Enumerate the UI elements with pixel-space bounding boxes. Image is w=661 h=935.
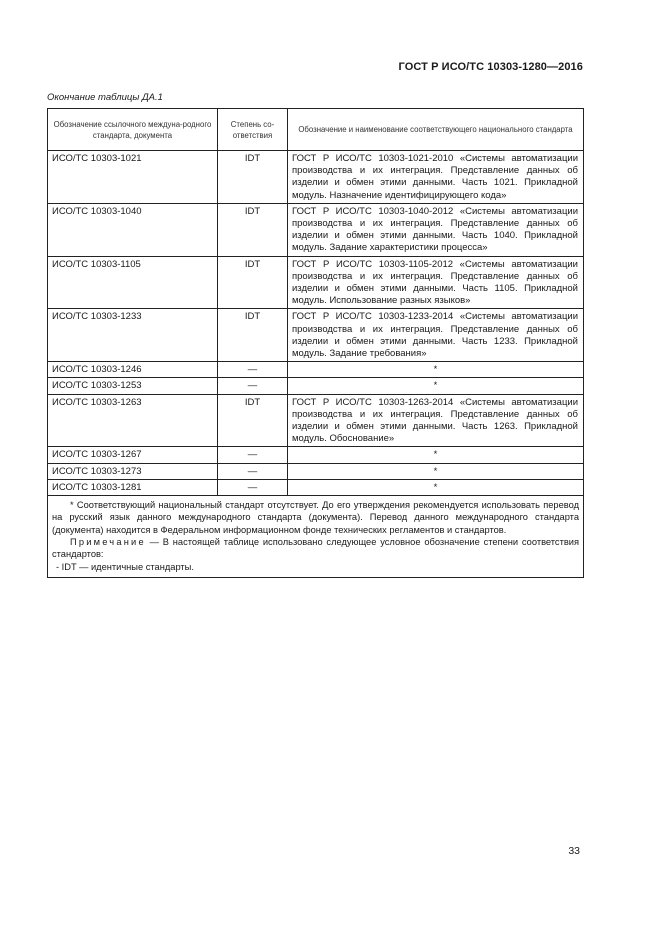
footnote-text: * Соответствующий национальный стандарт отсутствует. До его утверждения рекомендуется использовать перевод на русский язык данного международного стандарта (документа). Перевод данного международного стандарта (документа) находится в Федеральном информационном фонде технических регламентов и стандартов. — [52, 500, 579, 535]
degree-cell: — — [218, 447, 288, 463]
table-row — [48, 362, 584, 378]
reference-cell: ИСО/ТС 10303-1253 — [48, 378, 218, 394]
table-row — [48, 479, 584, 495]
table-footer-row — [48, 496, 584, 578]
degree-cell: IDT — [218, 309, 288, 362]
reference-cell: ИСО/ТС 10303-1273 — [48, 463, 218, 479]
national-standard-cell: * — [288, 447, 584, 463]
reference-cell: ИСО/ТС 10303-1281 — [48, 479, 218, 495]
header-reference-standard: Обозначение ссылочного междуна-родного стандарта, документа — [48, 109, 218, 151]
header-degree-of-conformity: Степень со-ответствия — [218, 109, 288, 151]
degree-cell: IDT — [218, 394, 288, 447]
table-row — [48, 463, 584, 479]
degree-cell: IDT — [218, 256, 288, 309]
reference-cell: ИСО/ТС 10303-1233 — [48, 309, 218, 362]
national-standard-cell: ГОСТ Р ИСО/ТС 10303-1040-2012 «Системы автоматизации производства и их интеграция. Представление данных об изделии и обмен этими данными. Часть 1040. Прикладной модуль. Задание характеристики процесса» — [288, 203, 584, 256]
national-standard-cell: * — [288, 463, 584, 479]
national-standard-cell: ГОСТ Р ИСО/ТС 10303-1021-2010 «Системы автоматизации производства и их интеграция. Представление данных об изделии и обмен этими данными. Часть 1021. Прикладной модуль. Назначение идентифицирующего кода» — [288, 151, 584, 204]
note-text: — В настоящей таблице использовано следующее условное обозначение степени соответствия стандартов: — [52, 536, 579, 560]
document-code-header: ГОСТ Р ИСО/ТС 10303-1280—2016 — [398, 61, 583, 73]
table-footer — [48, 496, 584, 578]
national-standard-cell: ГОСТ Р ИСО/ТС 10303-1105-2012 «Системы автоматизации производства и их интеграция. Представление данных об изделии и обмен этими данными. Часть 1105. Прикладной модуль. Использование разных языков» — [288, 256, 584, 309]
table-caption: Окончание таблицы ДА.1 — [47, 92, 163, 103]
degree-cell: — — [218, 378, 288, 394]
national-standard-cell: * — [288, 479, 584, 495]
page-number: 33 — [568, 845, 580, 857]
correspondence-table — [47, 108, 584, 578]
degree-cell: — — [218, 362, 288, 378]
national-standard-cell: * — [288, 378, 584, 394]
legend-text: - IDT — идентичные стандарты. — [56, 561, 194, 572]
table-row — [48, 151, 584, 204]
reference-cell: ИСО/ТС 10303-1040 — [48, 203, 218, 256]
header-national-standard: Обозначение и наименование соответствующего национального стандарта — [288, 109, 584, 151]
national-standard-cell: ГОСТ Р ИСО/ТС 10303-1233-2014 «Системы автоматизации производства и их интеграция. Представление данных об изделии и обмен этими данными. Часть 1233. Прикладной модуль. Задание требования» — [288, 309, 584, 362]
degree-cell: — — [218, 479, 288, 495]
degree-cell: — — [218, 463, 288, 479]
degree-cell: IDT — [218, 203, 288, 256]
table-row — [48, 256, 584, 309]
degree-cell: IDT — [218, 151, 288, 204]
reference-cell: ИСО/ТС 10303-1267 — [48, 447, 218, 463]
reference-cell: ИСО/ТС 10303-1246 — [48, 362, 218, 378]
table-header-row — [48, 109, 584, 151]
reference-cell: ИСО/ТС 10303-1021 — [48, 151, 218, 204]
reference-cell: ИСО/ТС 10303-1105 — [48, 256, 218, 309]
table-row — [48, 447, 584, 463]
national-standard-cell: ГОСТ Р ИСО/ТС 10303-1263-2014 «Системы автоматизации производства и их интеграция. Представление данных об изделии и обмен этими данными. Часть 1263. Прикладной модуль. Обоснование» — [288, 394, 584, 447]
table-row — [48, 378, 584, 394]
national-standard-cell: * — [288, 362, 584, 378]
table-row — [48, 203, 584, 256]
table-note — [52, 536, 579, 561]
note-label: Примечание — [70, 536, 146, 547]
table-row — [48, 309, 584, 362]
reference-cell: ИСО/ТС 10303-1263 — [48, 394, 218, 447]
table-row — [48, 394, 584, 447]
